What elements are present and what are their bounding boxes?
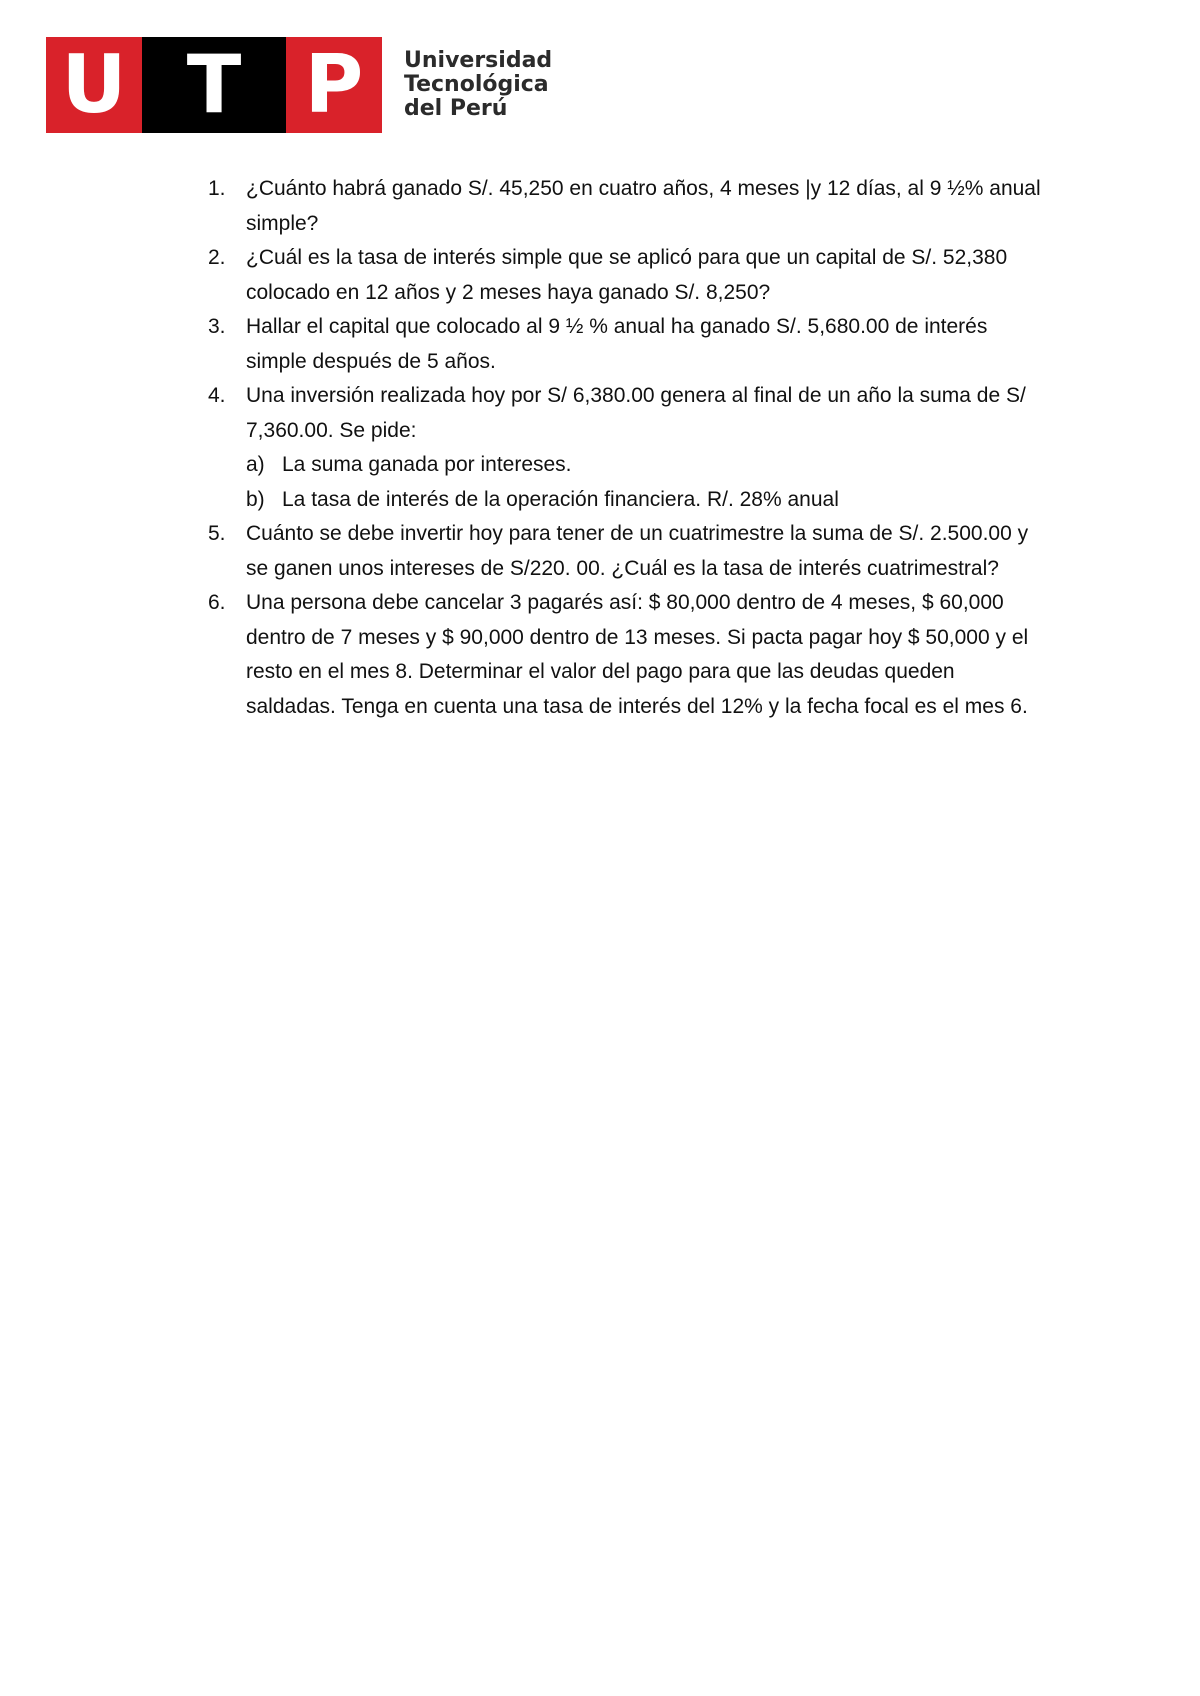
question-item (208, 379, 1048, 517)
logo-line-1: Universidad (404, 48, 553, 73)
question-number: 6. (208, 591, 226, 614)
sub-question-letter: a) (246, 453, 265, 476)
question-item (208, 310, 1048, 379)
logo-letter-p: P (286, 37, 382, 133)
question-list (208, 172, 1048, 724)
question-text: Hallar el capital que colocado al 9 ½ % anual ha ganado S/. 5,680.00 de interés simple después de 5 años. (246, 315, 988, 373)
sub-question-list (246, 448, 1048, 517)
question-item (208, 517, 1048, 586)
logo-letter-u: U (46, 37, 142, 133)
question-number: 2. (208, 246, 226, 269)
logo-wordmark (404, 49, 552, 121)
sub-question-item (246, 448, 1048, 483)
utp-logo (46, 37, 552, 133)
sub-question-text: La tasa de interés de la operación financiera. R/. 28% anual (282, 487, 839, 511)
question-number: 1. (208, 177, 226, 200)
logo-letter-block (46, 37, 382, 133)
question-item (208, 172, 1048, 241)
question-text: Cuánto se debe invertir hoy para tener de un cuatrimestre la suma de S/. 2.500.00 y se ganen unos intereses de S/220. 00. ¿Cuál es la tasa de interés cuatrimestral? (246, 522, 1029, 580)
question-item (208, 586, 1048, 724)
question-text: ¿Cuál es la tasa de interés simple que se aplicó para que un capital de S/. 52,380 colocado en 12 años y 2 meses haya ganado S/. 8,250? (246, 246, 1008, 304)
logo-line-2: Tecnológica (404, 72, 549, 97)
question-text: Una inversión realizada hoy por S/ 6,380.00 genera al final de un año la suma de S/ 7,360.00. Se pide: (246, 384, 1026, 442)
sub-question-letter: b) (246, 487, 265, 511)
question-text: ¿Cuánto habrá ganado S/. 45,250 en cuatro años, 4 meses |y 12 días, al 9 ½% anual simple? (246, 177, 1041, 235)
question-text: Una persona debe cancelar 3 pagarés así: $ 80,000 dentro de 4 meses, $ 60,000 dentro de 7 meses y $ 90,000 dentro de 13 meses. Si pacta pagar hoy $ 50,000 y el resto en el mes 8. Determinar el valor del pago para que las deudas queden saldadas. Tenga en cuenta una tasa de interés del 12% y la fecha focal es el mes 6. (246, 591, 1029, 718)
question-number: 5. (208, 522, 226, 545)
question-item (208, 241, 1048, 310)
logo-line-3: del Perú (404, 96, 508, 121)
question-number: 4. (208, 384, 226, 407)
logo-letter-t: T (142, 37, 286, 133)
question-number: 3. (208, 315, 226, 338)
sub-question-item (246, 483, 1048, 518)
sub-question-text: La suma ganada por intereses. (282, 453, 572, 476)
